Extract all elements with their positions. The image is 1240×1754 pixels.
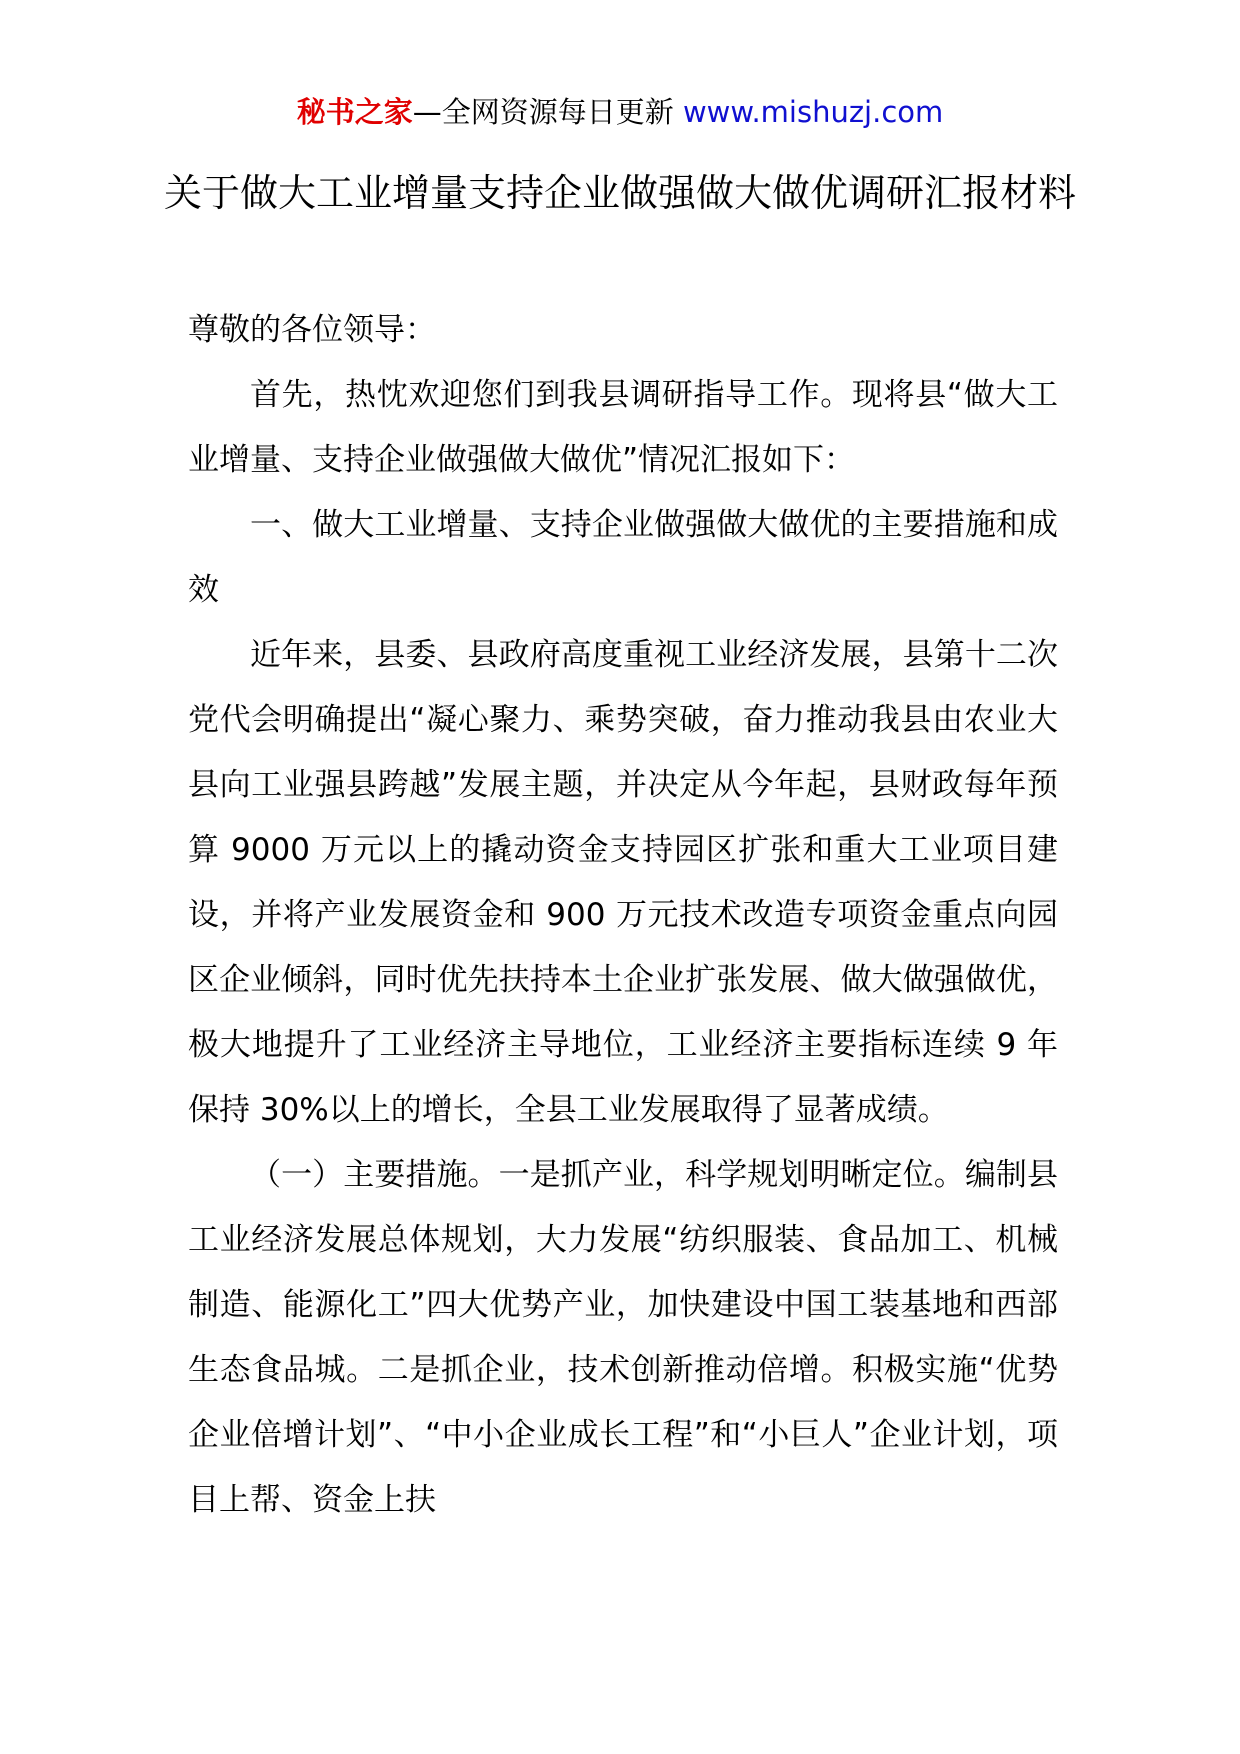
document-title: 关于做大工业增量支持企业做强做大做优调研汇报材料 xyxy=(163,171,1076,215)
brand-name: 秘书之家 xyxy=(296,95,413,129)
site-header xyxy=(0,92,1240,132)
header-tagline: —全网资源每日更新 xyxy=(412,95,674,129)
site-url-link[interactable]: www.mishuzj.com xyxy=(682,95,944,129)
body-paragraph: 首先，热忱欢迎您们到我县调研指导工作。现将县“做大工业增量、支持企业做强做大做优”情况汇报如下： xyxy=(188,377,1058,478)
body-paragraph: 近年来，县委、县政府高度重视工业经济发展，县第十二次党代会明确提出“凝心聚力、乘势突破，奋力推动我县由农业大县向工业强县跨越”发展主题，并决定从今年起，县财政每年预算 9000 万元以上的撬动资金支持园区扩张和重大工业项目建设，并将产业发展资金和 900 万元技术改造专项资金重点向园区企业倾斜，同时优先扶持本土企业扩张发展、做大做强做优，极大地提升了工业经济主导地位，工业经济主要指标连续 9 年保持 30%以上的增长，全县工业发展取得了显著成绩。 xyxy=(188,637,1058,1128)
document-body xyxy=(188,298,1058,1533)
body-paragraph: （一）主要措施。一是抓产业，科学规划明晰定位。编制县工业经济发展总体规划，大力发展“纺织服装、食品加工、机械制造、能源化工”四大优势产业，加快建设中国工装基地和西部生态食品城。二是抓企业，技术创新推动倍增。积极实施“优势企业倍增计划”、“中小企业成长工程”和“小巨人”企业计划，项目上帮、资金上扶 xyxy=(188,1157,1058,1518)
salutation: 尊敬的各位领导： xyxy=(188,312,436,348)
section-heading: 一、做大工业增量、支持企业做强做大做优的主要措施和成效 xyxy=(188,507,1058,608)
